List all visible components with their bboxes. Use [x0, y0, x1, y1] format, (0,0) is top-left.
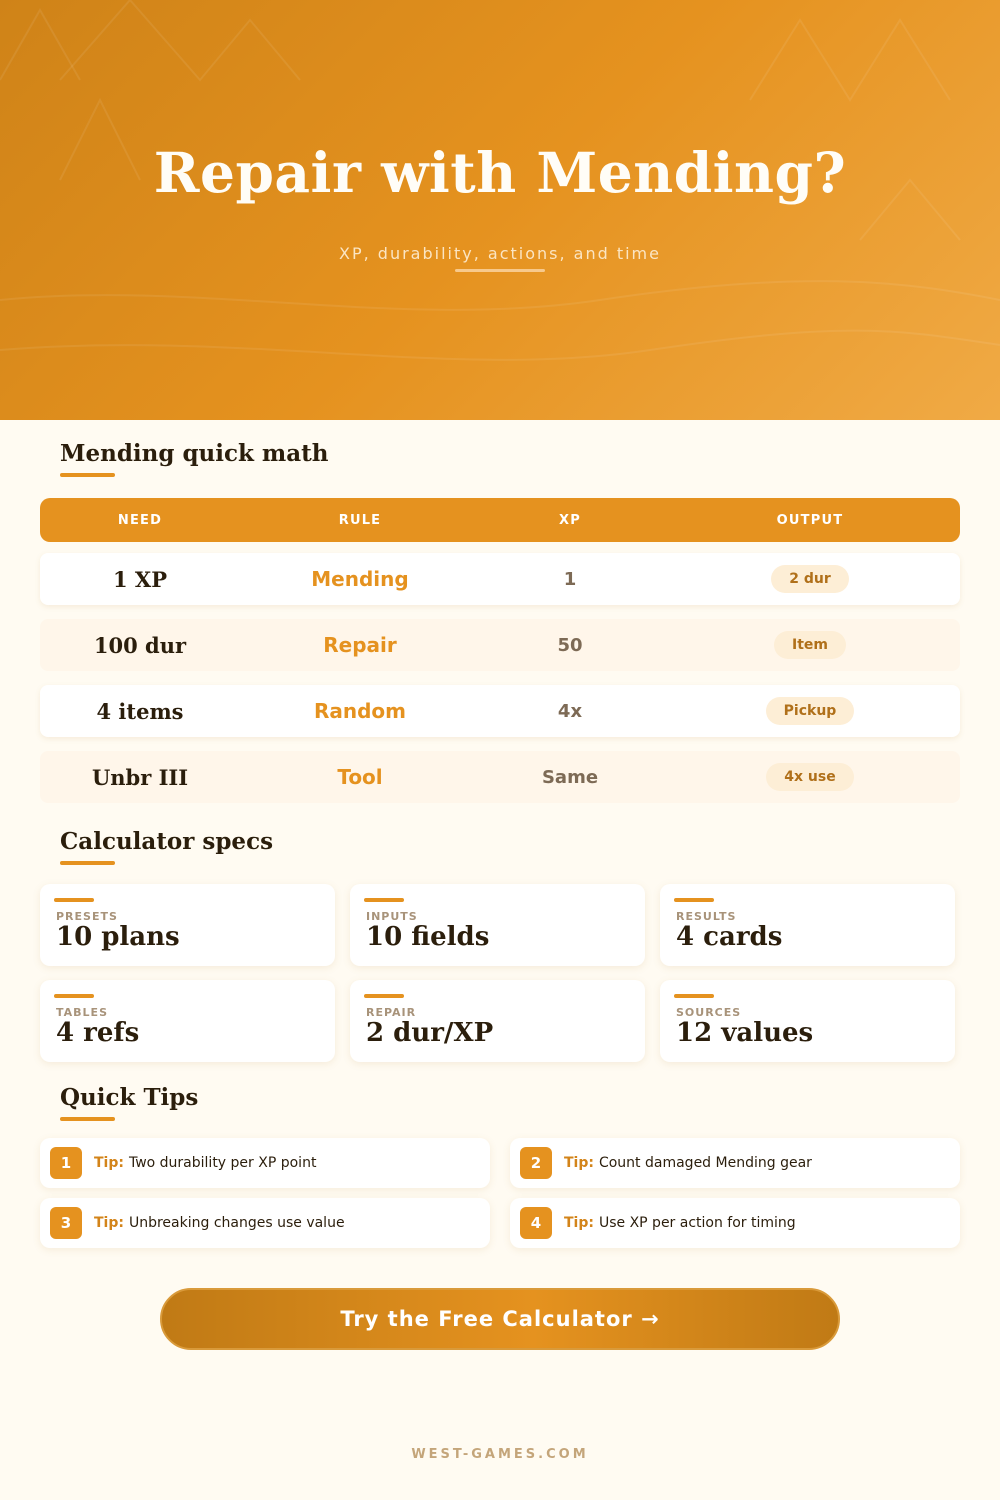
cell-need: 100 dur	[93, 632, 187, 658]
card-accent	[364, 994, 404, 998]
spec-value: 2 dur/XP	[366, 1018, 494, 1048]
cell-need: 1 XP	[112, 566, 167, 592]
cell-need: 4 items	[96, 698, 184, 724]
section-underline	[60, 1117, 115, 1121]
section-title-tips: Quick Tips	[60, 1084, 199, 1111]
column-header-output: OUTPUT	[776, 512, 844, 528]
hero-decoration	[0, 0, 1000, 420]
tip-item	[510, 1198, 960, 1248]
cell-xp: 1	[563, 568, 577, 590]
spec-value: 4 cards	[676, 922, 783, 952]
tip-text: Unbreaking changes use value	[128, 1215, 345, 1231]
card-accent	[54, 898, 94, 902]
tip-text: Use XP per action for timing	[598, 1215, 796, 1231]
output-badge: Item	[774, 631, 846, 659]
cell-xp: 50	[557, 634, 583, 656]
tip-number: 3	[50, 1207, 82, 1239]
section-underline	[60, 861, 115, 865]
spec-label: TABLES	[56, 1006, 108, 1019]
card-accent	[674, 898, 714, 902]
table-row	[40, 685, 960, 737]
spec-label: PRESETS	[56, 910, 118, 923]
card-accent	[364, 898, 404, 902]
spec-label: RESULTS	[676, 910, 737, 923]
cell-xp: 4x	[557, 700, 583, 722]
card-accent	[54, 994, 94, 998]
output-badge: Pickup	[766, 697, 855, 725]
cell-rule: Mending	[311, 567, 409, 591]
tip-number: 4	[520, 1207, 552, 1239]
cell-rule: Random	[313, 699, 407, 723]
try-calculator-button[interactable]: Try the Free Calculator →	[160, 1288, 840, 1350]
tip-item	[510, 1138, 960, 1188]
column-header-rule: RULE	[338, 512, 382, 528]
tip-prefix: Tip:	[564, 1215, 594, 1231]
spec-value: 4 refs	[56, 1018, 140, 1048]
table-header	[40, 498, 960, 542]
footer-domain: WEST-GAMES.COM	[411, 1447, 589, 1462]
output-badge: 4x use	[766, 763, 853, 791]
table-row	[40, 619, 960, 671]
spec-card-results	[660, 884, 955, 966]
spec-card-sources	[660, 980, 955, 1062]
cell-xp: Same	[541, 766, 599, 788]
spec-card-repair	[350, 980, 645, 1062]
tip-item	[40, 1198, 490, 1248]
spec-card-inputs	[350, 884, 645, 966]
spec-card-tables	[40, 980, 335, 1062]
spec-value: 12 values	[676, 1018, 814, 1048]
cell-rule: Tool	[337, 765, 383, 789]
spec-label: INPUTS	[366, 910, 418, 923]
tip-number: 1	[50, 1147, 82, 1179]
cell-rule: Repair	[323, 633, 397, 657]
hero-banner	[0, 0, 1000, 420]
tip-text: Count damaged Mending gear	[598, 1155, 812, 1171]
tip-item	[40, 1138, 490, 1188]
card-accent	[674, 994, 714, 998]
spec-value: 10 fields	[366, 922, 490, 952]
tip-prefix: Tip:	[94, 1215, 124, 1231]
section-title-quick-math: Mending quick math	[60, 440, 329, 467]
spec-label: SOURCES	[676, 1006, 742, 1019]
spec-card-presets	[40, 884, 335, 966]
section-title-specs: Calculator specs	[60, 828, 274, 855]
spec-label: REPAIR	[366, 1006, 417, 1019]
page-subtitle: XP, durability, actions, and time	[339, 244, 661, 263]
table-row	[40, 751, 960, 803]
tip-number: 2	[520, 1147, 552, 1179]
output-badge: 2 dur	[771, 565, 849, 593]
tip-prefix: Tip:	[564, 1155, 594, 1171]
tip-prefix: Tip:	[94, 1155, 124, 1171]
column-header-need: NEED	[117, 512, 163, 528]
tip-text: Two durability per XP point	[128, 1155, 317, 1171]
table-row	[40, 553, 960, 605]
spec-value: 10 plans	[56, 922, 180, 952]
page-title: Repair with Mending?	[153, 140, 847, 205]
cell-need: Unbr III	[91, 764, 189, 790]
section-underline	[60, 473, 115, 477]
column-header-xp: XP	[559, 512, 581, 528]
subtitle-divider	[455, 269, 545, 272]
